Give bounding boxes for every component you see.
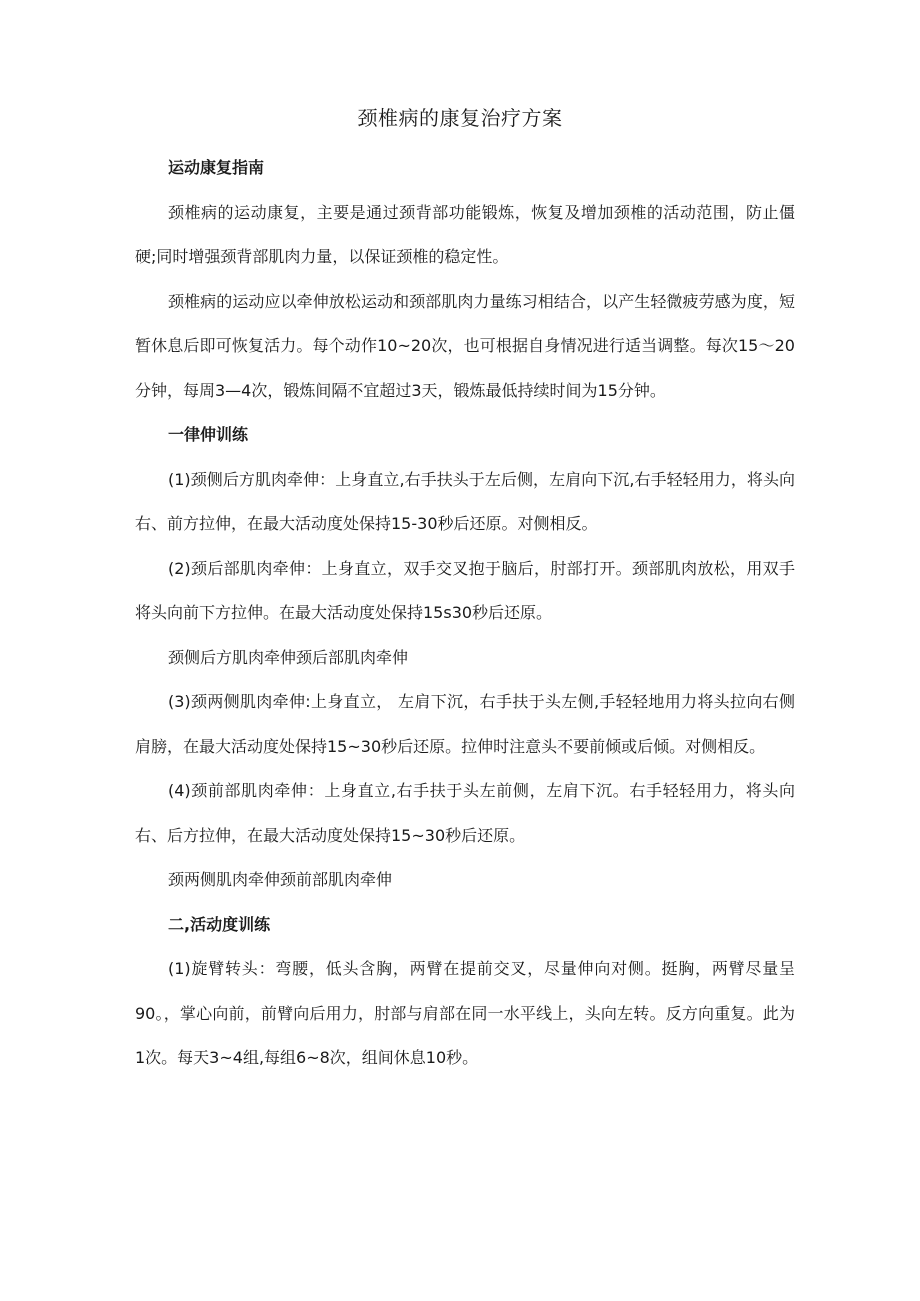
- section-heading-exercise-guide: 运动康复指南: [168, 158, 265, 177]
- paragraph-stretch-2: (2)颈后部肌肉牵伸：上身直立，双手交叉抱于脑后，肘部打开。颈部肌肉放松，用双手将头向前下方拉伸。在最大活动度处保持15s30秒后还原。: [135, 558, 795, 622]
- paragraph-stretch-4: (4)颈前部肌肉牵伸：上身直立,右手扶于头左前侧，左肩下沉。右手轻轻用力，将头向右、后方拉伸，在最大活动度处保持15~30秒后还原。: [135, 781, 795, 845]
- section-heading-stretch-training: 一律伸训练: [168, 425, 249, 444]
- section-heading-mobility-training: 二,活动度训练: [168, 914, 271, 934]
- paragraph-stretch-1: (1)颈侧后方肌肉牵伸：上身直立,右手扶头于左后侧，左肩向下沉,右手轻轻用力，将头向右、前方拉伸，在最大活动度处保持15-30秒后还原。对侧相反。: [135, 469, 795, 533]
- figure-caption-2: 颈两侧肌肉牵伸颈前部肌肉牵伸: [168, 870, 393, 889]
- paragraph-stretch-3: (3)颈两侧肌肉牵伸:上身直立， 左肩下沉，右手扶于头左侧,手轻轻地用力将头拉向右侧肩膀，在最大活动度处保持15~30秒后还原。拉伸时注意头不要前倾或后倾。对侧相反。: [135, 692, 795, 756]
- paragraph-intro: 颈椎病的运动康复，主要是通过颈背部功能锻炼，恢复及增加颈椎的活动范围，防止僵硬;同时增强颈背部肌肉力量，以保证颈椎的稳定性。: [135, 202, 795, 266]
- paragraph-mobility-1: (1)旋臂转头：弯腰，低头含胸，两臂在提前交叉，尽量伸向对侧。挺胸，两臂尽量呈90。，掌心向前，前臂向后用力，肘部与肩部在同一水平线上，头向左转。反方向重复。此为1次。每天3~4组,每组6~8次，组间休息10秒。: [135, 959, 795, 1067]
- figure-caption-1: 颈侧后方肌肉牵伸颈后部肌肉牵伸: [168, 647, 409, 667]
- document-title: 颈椎病的康复治疗方案: [357, 106, 563, 130]
- paragraph-exercise-frequency: 颈椎病的运动应以牵伸放松运动和颈部肌肉力量练习相结合，以产生轻微疲劳感为度，短暂休息后即可恢复活力。每个动作10~20次，也可根据自身情况进行适当调整。每次15～20分钟，每周3—4次，锻炼间隔不宜超过3天，锻炼最低持续时间为15分钟。: [135, 291, 795, 400]
- document-body: [135, 146, 795, 1081]
